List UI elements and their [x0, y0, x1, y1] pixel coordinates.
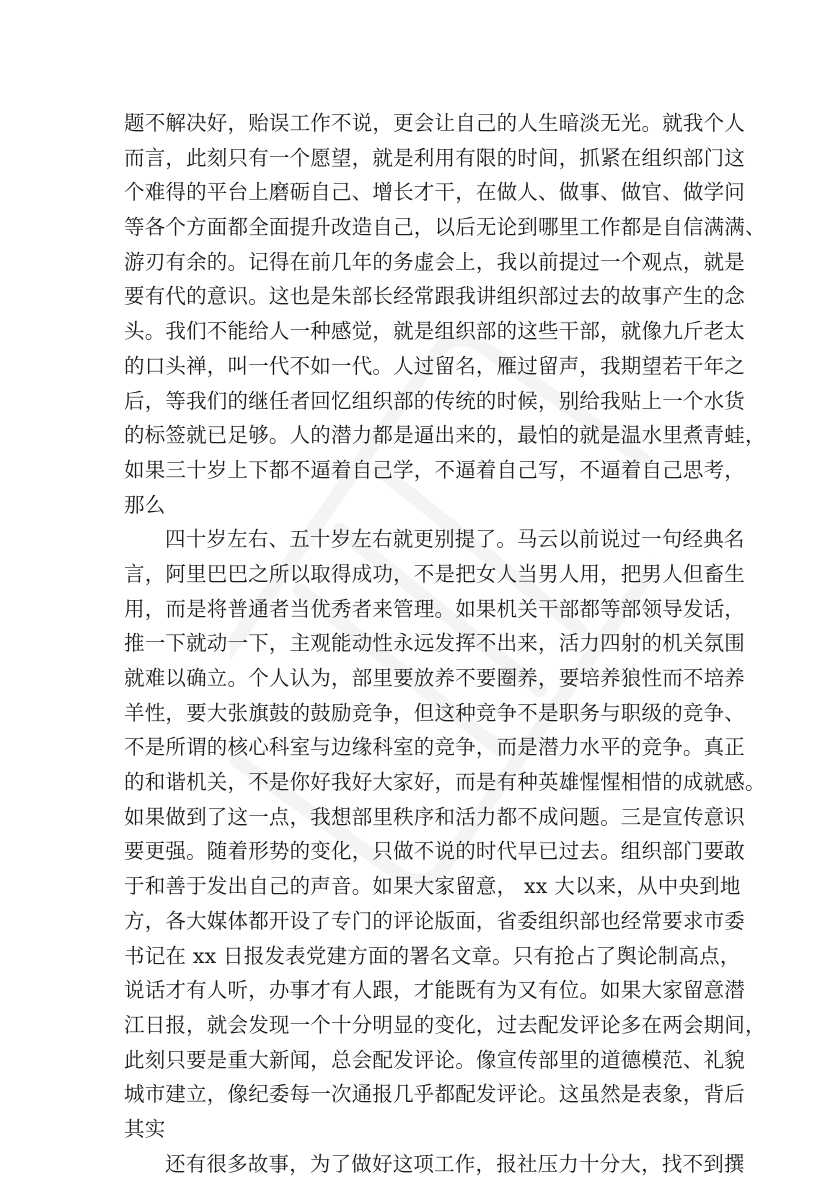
- paragraph-3: [124, 1147, 745, 1181]
- text-line: 个难得的平台上磨砺自己、增长才干，在做人、做事、做官、做学问: [124, 180, 745, 205]
- text-line: 说话才有人听，办事才有人跟，才能既有为又有位。如果大家留意潜: [124, 978, 745, 1003]
- text-line: 羊性，要大张旗鼓的鼓励竞争，但这种竞争不是职务与职级的竞争、: [124, 700, 745, 725]
- text-line: 江日报，就会发现一个十分明显的变化，过去配发评论多在两会期间，: [124, 1012, 766, 1037]
- text-line: 书记在 xx 日报发表党建方面的署名文章。只有抢占了舆论制高点，: [124, 943, 741, 968]
- text-line: 那么: [124, 492, 166, 517]
- paragraph-1: [124, 106, 766, 522]
- text-line: 方，各大媒体都开设了专门的评论版面，省委组织部也经常要求市委: [124, 908, 745, 933]
- body-text: [124, 106, 766, 1181]
- text-line: 此刻只要是重大新闻，总会配发评论。像宣传部里的道德模范、礼貌: [124, 1047, 745, 1072]
- text-line: 如果做到了这一点，我想部里秩序和活力都不成问题。三是宣传意识: [124, 804, 745, 829]
- text-line: 的和谐机关，不是你好我好大家好，而是有种英雄惺惺相惜的成就感。: [124, 770, 766, 795]
- text-line: 言，阿里巴巴之所以取得成功，不是把女人当男人用，把男人但畜生: [124, 561, 745, 586]
- text-line: 要有代的意识。这也是朱部长经常跟我讲组织部过去的故事产生的念: [124, 284, 745, 309]
- text-line: 的标签就已足够。人的潜力都是逼出来的，最怕的就是温水里煮青蛙，: [124, 423, 766, 448]
- text-line: 的口头禅，叫一代不如一代。人过留名，雁过留声，我期望若干年之: [124, 353, 745, 378]
- text-line: 不是所谓的核心科室与边缘科室的竞争，而是潜力水平的竞争。真正: [124, 735, 745, 760]
- text-line: 题不解决好，贻误工作不说，更会让自己的人生暗淡无光。就我个人: [124, 111, 745, 135]
- text-line: 等各个方面都全面提升改造自己，以后无论到哪里工作都是自信满满、: [124, 215, 766, 240]
- text-line: 游刃有余的。记得在前几年的务虚会上，我以前提过一个观点，就是: [124, 249, 745, 274]
- text-line: 其实: [124, 1116, 166, 1141]
- text-line: 后，等我们的继任者回忆组织部的传统的时候，别给我贴上一个水货: [124, 388, 745, 413]
- text-line: 头。我们不能给人一种感觉，就是组织部的这些干部，就像九斤老太: [124, 319, 745, 344]
- text-line: 推一下就动一下，主观能动性永远发挥不出来，活力四射的机关氛围: [124, 631, 745, 656]
- text-line: 城市建立，像纪委每一次通报几乎都配发评论。这虽然是表象，背后: [124, 1082, 745, 1107]
- paragraph-2: [124, 522, 766, 1146]
- text-line: 还有很多故事，为了做好这项工作，报社压力十分大，找不到撰: [165, 1151, 745, 1176]
- text-line: 就难以确立。个人认为，部里要放养不要圈养，要培养狼性而不培养: [124, 666, 745, 690]
- text-line: 要更强。随着形势的变化，只做不说的时代早已过去。组织部门要敢: [124, 839, 745, 864]
- text-line: 如果三十岁上下都不逼着自己学，不逼着自己写，不逼着自己思考，: [124, 457, 745, 482]
- text-line: 于和善于发出自己的声音。如果大家留意， xx 大以来，从中央到地: [124, 874, 741, 899]
- text-line: 而言，此刻只有一个愿望，就是利用有限的时间，抓紧在组织部门这: [124, 145, 745, 170]
- text-line: 用，而是将普通者当优秀者来管理。如果机关干部都等部领导发话，: [124, 596, 745, 621]
- text-line: 四十岁左右、五十岁左右就更别提了。马云以前说过一句经典名: [165, 527, 745, 552]
